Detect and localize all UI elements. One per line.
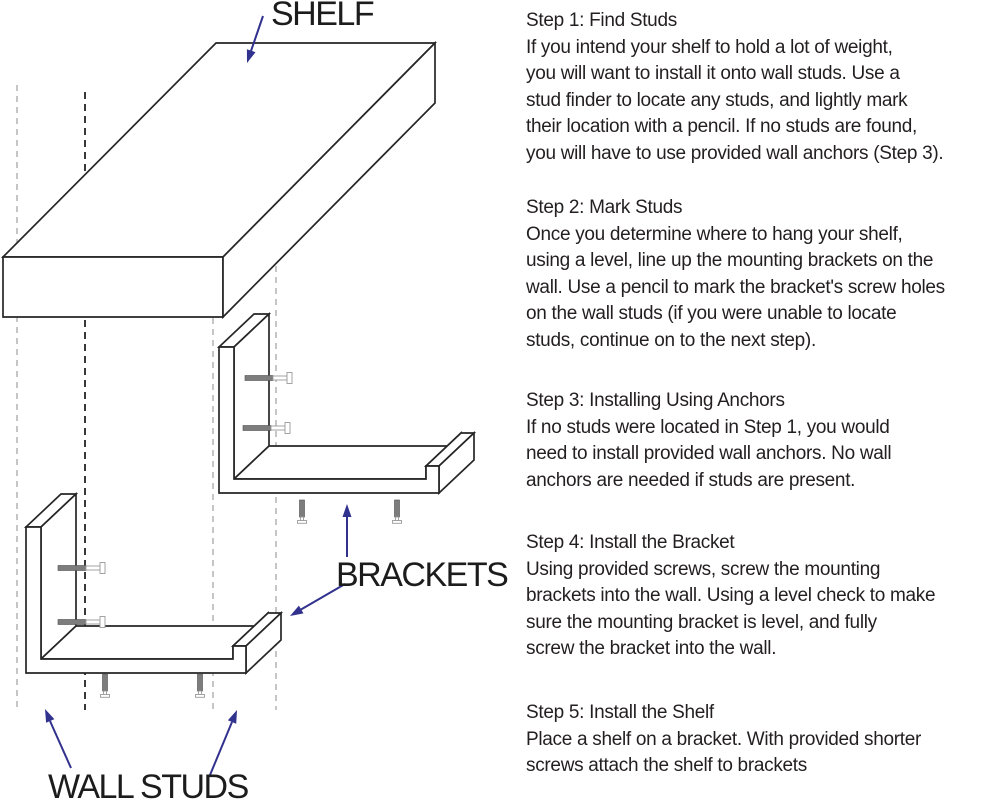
step-line: Using provided screws, screw the mounting [526,558,881,580]
step-heading: Step 2: Mark Studs [526,197,683,218]
screw-icon [393,500,402,523]
wall-studs-label: WALL STUDS [48,768,248,806]
step-line: you will have to use provided wall anchors (Step 3). [526,142,944,164]
step-line: stud finder to locate any studs, and lightly mark [526,89,908,111]
step-line: on the wall studs (if you were unable to locate [526,303,897,325]
instructions-column [526,0,985,806]
wall-studs-arrow-left-icon [45,709,71,768]
shelf-front-face [3,257,223,317]
step-heading: Step 3: Installing Using Anchors [526,390,785,411]
step-1 [526,8,943,168]
brackets-label: BRACKETS [336,556,508,594]
step-heading: Step 4: Install the Bracket [526,532,735,553]
step-2 [526,195,945,355]
shelf-label: SHELF [271,0,374,33]
step-line: need to install provided wall anchors. No wall [526,443,892,465]
screw-icon [196,674,205,697]
step-line: screw the bracket into the wall. [526,638,777,660]
step-4 [526,530,935,663]
step-line: screws attach the shelf to brackets [526,755,807,777]
step-line: If no studs were located in Step 1, you would [526,416,890,438]
step-line: Once you determine where to hang your shelf, [526,223,903,245]
step-line: brackets into the wall. Using a level check to make [526,585,936,607]
step-line: wall. Use a pencil to mark the bracket's screw holes [526,276,945,298]
screw-icon [101,674,110,697]
step-5 [526,700,921,780]
bracket-upper [219,314,474,493]
step-3 [526,388,891,494]
step-line: you will want to install it onto wall studs. Use a [526,63,900,85]
step-line: anchors are needed if studs are present. [526,469,856,491]
step-heading: Step 5: Install the Shelf [526,702,714,723]
step-line: using a level, line up the mounting brackets on the [526,250,934,272]
step-heading: Step 1: Find Studs [526,10,677,31]
step-line: sure the mounting bracket is level, and fully [526,611,877,633]
step-line: If you intend your shelf to hold a lot of weight, [526,36,893,58]
step-line: studs, continue on to the next step). [526,329,816,351]
screw-icon [298,500,307,523]
step-line: Place a shelf on a bracket. With provided shorter [526,728,922,750]
shelf-drawing [3,43,435,317]
step-line: their location with a pencil. If no studs are found, [526,116,918,138]
brackets-arrow-up-icon [343,504,352,557]
wall-studs-arrow-right-icon [210,710,237,775]
bracket-lower [26,494,281,673]
